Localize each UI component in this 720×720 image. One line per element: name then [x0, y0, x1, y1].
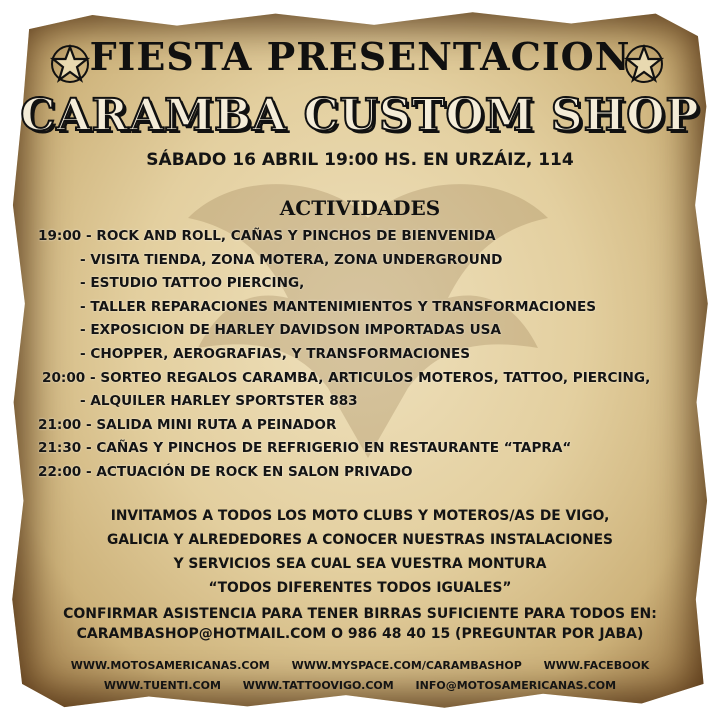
slogan: “TODOS DIFERENTES TODOS IGUALES” — [208, 580, 512, 596]
links-row — [0, 656, 720, 676]
invitation-line: INVITAMOS A TODOS LOS MOTO CLUBS Y MOTEROS/AS DE VIGO, — [110, 508, 610, 524]
web-links — [0, 656, 720, 696]
links-row — [0, 676, 720, 696]
link-tattoovigo[interactable]: WWW.TATTOOVIGO.COM — [242, 679, 394, 692]
confirmation-line: CONFIRMAR ASISTENCIA PARA TENER BIRRAS SUFICIENTE PARA TODOS EN: — [63, 606, 657, 622]
activity-item: - VISITA TIENDA, ZONA MOTERA, ZONA UNDERGROUND — [80, 251, 503, 268]
shop-name-title: CARAMBA CUSTOM SHOP — [20, 90, 700, 141]
activity-item: 20:00 - SORTEO REGALOS CARAMBA, ARTICULOS MOTEROS, TATTOO, PIERCING, — [42, 369, 651, 386]
confirmation-text — [0, 604, 720, 644]
activity-item: 22:00 - ACTUACIÓN DE ROCK EN SALON PRIVADO — [38, 463, 413, 480]
invitation-line: GALICIA Y ALREDEDORES A CONOCER NUESTRAS INSTALACIONES — [107, 532, 613, 548]
event-date: SÁBADO 16 ABRIL 19:00 HS. EN URZÁIZ, 114 — [146, 150, 574, 170]
contact-line: CARAMBASHOP@HOTMAIL.COM O 986 48 40 15 (PREGUNTAR POR JABA) — [76, 626, 644, 642]
link-myspace[interactable]: WWW.MYSPACE.COM/CARAMBASHOP — [291, 659, 522, 672]
activity-item: - EXPOSICION DE HARLEY DAVIDSON IMPORTADAS USA — [80, 322, 501, 339]
activity-item: - ESTUDIO TATTOO PIERCING, — [80, 275, 305, 292]
event-title: FIESTA PRESENTACION — [89, 34, 631, 79]
invitation-text — [0, 504, 720, 600]
activities-heading: ACTIVIDADES — [279, 196, 441, 220]
activity-item: 21:00 - SALIDA MINI RUTA A PEINADOR — [38, 416, 337, 433]
activities-list — [38, 228, 688, 488]
invitation-line: Y SERVICIOS SEA CUAL SEA VUESTRA MONTURA — [173, 556, 547, 572]
link-info-email[interactable]: INFO@MOTOSAMERICANAS.COM — [415, 679, 617, 692]
link-tuenti[interactable]: WWW.TUENTI.COM — [103, 679, 221, 692]
activity-item: - CHOPPER, AEROGRAFIAS, Y TRANSFORMACIONES — [80, 345, 471, 362]
activity-item: - ALQUILER HARLEY SPORTSTER 883 — [80, 393, 358, 410]
activity-item: 19:00 - ROCK AND ROLL, CAÑAS Y PINCHOS DE BIENVENIDA — [38, 228, 496, 244]
activity-item: - TALLER REPARACIONES MANTENIMIENTOS Y TRANSFORMACIONES — [80, 298, 597, 315]
activity-item: 21:30 - CAÑAS Y PINCHOS DE REFRIGERIO EN RESTAURANTE “TAPRA“ — [38, 440, 572, 457]
link-facebook[interactable]: WWW.FACEBOOK — [543, 659, 650, 672]
link-motosamericanas[interactable]: WWW.MOTOSAMERICANAS.COM — [70, 659, 270, 672]
